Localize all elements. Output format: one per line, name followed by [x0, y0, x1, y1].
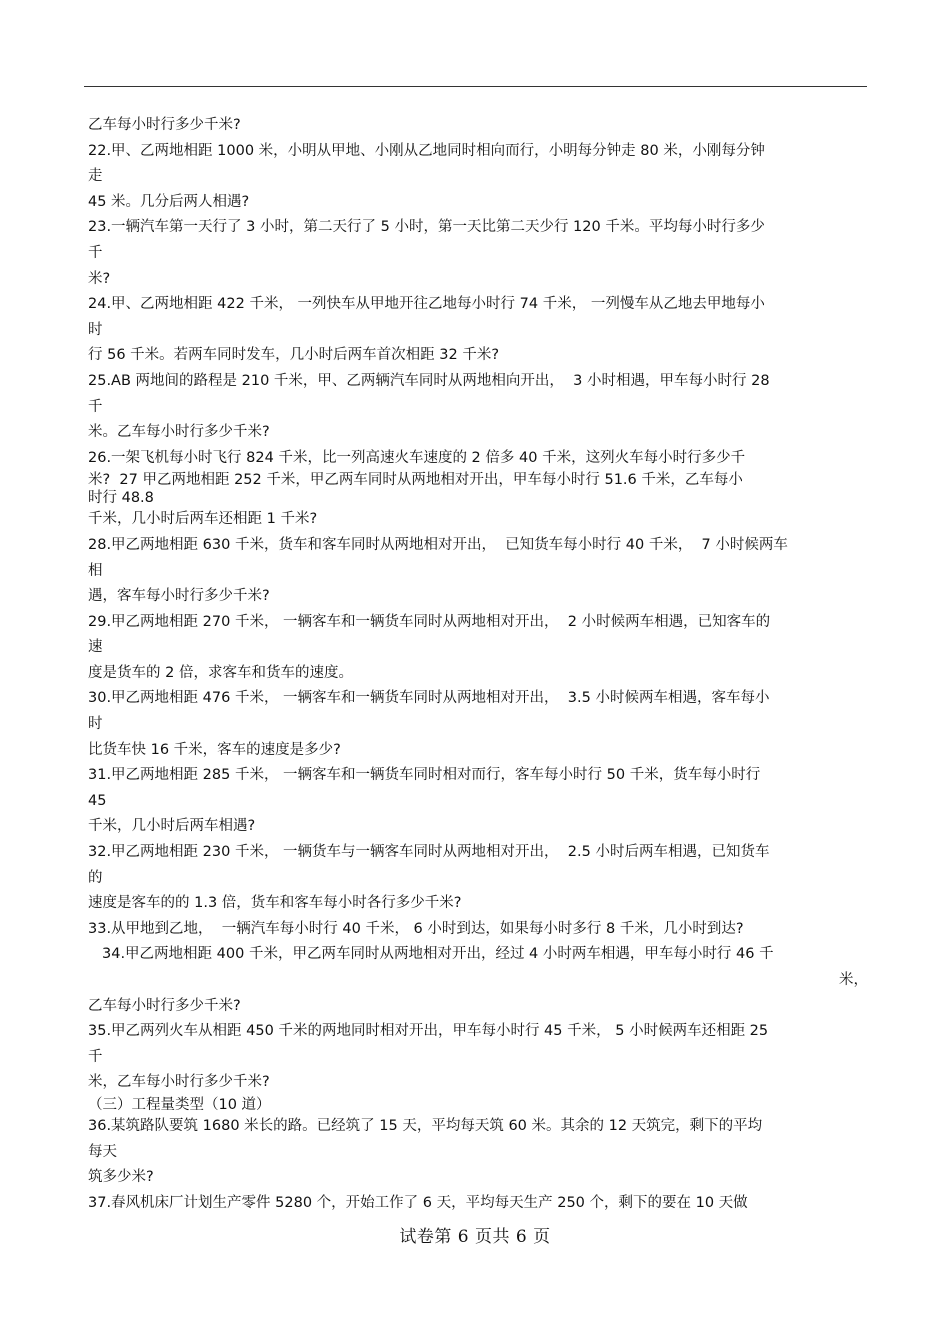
document-body — [88, 113, 868, 1216]
text-line: 米? 27 甲乙两地相距 252 千米，甲乙两车同时从两地相对开出，甲车每小时行 51.6 千米，乙车每小 — [88, 472, 743, 489]
text-line: 遇，客车每小时行多少千米? — [88, 588, 270, 605]
text-line: 筑多少米? — [88, 1169, 154, 1186]
text-line: 时 — [88, 716, 103, 733]
header-rule — [84, 86, 867, 87]
text-line: 米。乙车每小时行多少千米? — [88, 424, 270, 441]
text-line: 33.从甲地到乙地， 一辆汽车每小时行 40 千米， 6 小时到达，如果每小时多行 8 千米，几小时到达? — [88, 920, 744, 937]
text-line: 36.某筑路队要筑 1680 米长的路。已经筑了 15 天，平均每天筑 60 米。其余的 12 天筑完，剩下的平均 — [88, 1117, 763, 1134]
text-line: 29.甲乙两地相距 270 千米， 一辆客车和一辆货车同时从两地相对开出， 2 小时候两车相遇，已知客车的 — [88, 613, 771, 630]
page-footer: 试卷第 6 页共 6 页 — [399, 1227, 551, 1247]
text-line: 32.甲乙两地相距 230 千米， 一辆货车与一辆客车同时从两地相对开出， 2.5 小时后两车相遇，已知货车 — [88, 844, 770, 861]
text-line: 24.甲、乙两地相距 422 千米， 一列快车从甲地开往乙地每小时行 74 千米， 一列慢车从乙地去甲地每小 — [88, 296, 765, 313]
text-line: 45 — [88, 792, 107, 809]
text-line: 25.AB 两地间的路程是 210 千米，甲、乙两辆汽车同时从两地相向开出， 3 小时相遇，甲车每小时行 28 — [88, 372, 770, 389]
text-line: 30.甲乙两地相距 476 千米， 一辆客车和一辆货车同时从两地相对开出， 3.5 小时候两车相遇，客车每小 — [88, 690, 770, 707]
text-line: 行 56 千米。若两车同时发车，几小时后两车首次相距 32 千米? — [88, 347, 500, 364]
text-line: 米， — [839, 972, 868, 988]
text-line: 时 — [88, 321, 103, 338]
text-line: 千 — [88, 398, 103, 415]
text-line: 千米，几小时后两车相遇? — [88, 818, 256, 835]
text-line: 时行 48.8 — [88, 490, 154, 507]
text-line: 米? — [88, 270, 111, 287]
text-line: 速 — [88, 639, 103, 656]
text-line: 28.甲乙两地相距 630 千米，货车和客车同时从两地相对开出， 已知货车每小时行 40 千米， 7 小时候两车 — [88, 536, 788, 553]
text-line: 米，乙车每小时行多少千米? — [88, 1074, 270, 1091]
text-line: 千 — [88, 1048, 103, 1065]
text-line: 23.一辆汽车第一天行了 3 小时，第二天行了 5 小时，第一天比第二天少行 120 千米。平均每小时行多少 — [88, 219, 765, 236]
text-line: 的 — [88, 869, 103, 886]
text-line: 乙车每小时行多少千米? — [88, 997, 241, 1014]
text-line: 走 — [88, 168, 103, 185]
text-line: 千 — [88, 244, 103, 261]
text-line: 22.甲、乙两地相距 1000 米，小明从甲地、小刚从乙地同时相向而行，小明每分钟走 80 米，小刚每分钟 — [88, 142, 765, 159]
text-line: 31.甲乙两地相距 285 千米， 一辆客车和一辆货车同时相对而行，客车每小时行 50 千米，货车每小时行 — [88, 767, 761, 784]
text-line: 每天 — [88, 1143, 117, 1160]
text-line: 度是货车的 2 倍，求客车和货车的速度。 — [88, 664, 353, 681]
text-line: 45 米。几分后两人相遇? — [88, 193, 250, 210]
text-line: 相 — [88, 562, 103, 579]
text-line: 26.一架飞机每小时飞行 824 千米，比一列高速火车速度的 2 倍多 40 千米，这列火车每小时行多少千 — [88, 449, 746, 466]
text-line: 34.甲乙两地相距 400 千米，甲乙两车同时从两地相对开出，经过 4 小时两车相遇，甲车每小时行 46 千 — [102, 946, 774, 963]
text-line: 35.甲乙两列火车从相距 450 千米的两地同时相对开出，甲车每小时行 45 千米， 5 小时候两车还相距 25 — [88, 1023, 769, 1040]
text-line: 千米，几小时后两车还相距 1 千米? — [88, 511, 318, 528]
section-heading: （三）工程量类型（10 道） — [88, 1096, 271, 1113]
text-line: 乙车每小时行多少千米? — [88, 117, 241, 133]
text-line: 速度是客车的的 1.3 倍，货车和客车每小时各行多少千米? — [88, 895, 462, 912]
text-line: 比货车快 16 千米，客车的速度是多少? — [88, 741, 341, 758]
text-line: 37.春风机床厂计划生产零件 5280 个，开始工作了 6 天，平均每天生产 250 个，剩下的要在 10 天做 — [88, 1194, 748, 1211]
